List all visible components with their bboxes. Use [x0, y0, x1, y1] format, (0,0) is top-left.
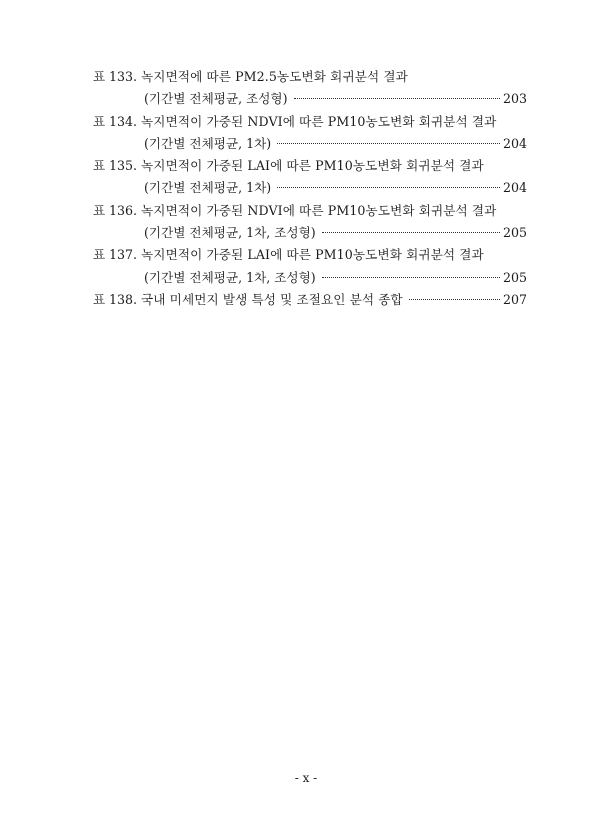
dot-leader	[277, 143, 500, 144]
toc-entry-title-line	[93, 155, 527, 177]
toc-entry-subtitle: (기간별 전체평균, 1차, 조성형)	[144, 225, 316, 241]
toc-entry-title-line	[93, 111, 527, 133]
toc-entry[interactable]	[93, 289, 527, 311]
toc-entry-number: 134.	[109, 113, 138, 129]
toc-entry-title: 녹지면적이 가중된 LAI에 따른 PM10농도변화 회귀분석 결과	[141, 247, 484, 263]
toc-entry-title: 국내 미세먼지 발생 특성 및 조절요인 분석 종합	[141, 291, 403, 307]
toc-entry-number: 138.	[109, 291, 138, 307]
page-number-footer: - x -	[294, 771, 318, 785]
toc-entry-title: 녹지면적이 가중된 NDVI에 따른 PM10농도변화 회귀분석 결과	[141, 113, 497, 129]
dot-leader	[294, 98, 500, 99]
toc-entry-title: 녹지면적이 가중된 NDVI에 따른 PM10농도변화 회귀분석 결과	[141, 202, 497, 218]
toc-entry-subtitle-line	[93, 177, 527, 199]
toc-entry-page: 205	[502, 225, 527, 241]
toc-entry-title: 녹지면적에 따른 PM2.5농도변화 회귀분석 결과	[141, 69, 408, 84]
dot-leader	[322, 232, 500, 233]
toc-entry-subtitle: (기간별 전체평균, 1차)	[144, 180, 272, 196]
toc-entry-prefix: 표	[93, 158, 106, 174]
toc-entry-page: 207	[502, 291, 527, 307]
toc-entry-subtitle: (기간별 전체평균, 1차, 조성형)	[144, 269, 316, 285]
toc-entry-title-line	[93, 66, 527, 88]
toc-entry[interactable]	[93, 111, 527, 156]
toc-entry-page: 204	[502, 135, 527, 151]
dot-leader	[322, 277, 500, 278]
toc-entry-title-line	[93, 244, 527, 266]
toc-entry-page: 203	[502, 91, 527, 107]
toc-entry-title-line	[93, 289, 527, 311]
toc-entry-subtitle-line	[93, 267, 527, 289]
toc-entry-number: 136.	[109, 202, 138, 218]
toc-entry-number: 137.	[109, 247, 138, 263]
toc-entry-subtitle-line	[93, 222, 527, 244]
toc-entry-prefix: 표	[93, 113, 106, 129]
toc-entry-prefix: 표	[93, 69, 106, 84]
toc-entry-subtitle: (기간별 전체평균, 1차)	[144, 135, 272, 151]
toc-entry-prefix: 표	[93, 247, 106, 263]
toc-entry-prefix: 표	[93, 291, 106, 307]
toc-entry-subtitle: (기간별 전체평균, 조성형)	[144, 91, 288, 107]
dot-leader	[409, 299, 500, 300]
table-of-contents	[93, 66, 527, 311]
toc-entry[interactable]	[93, 244, 527, 289]
toc-entry-title: 녹지면적이 가중된 LAI에 따른 PM10농도변화 회귀분석 결과	[141, 158, 484, 174]
toc-entry[interactable]	[93, 200, 527, 245]
toc-entry[interactable]	[93, 66, 527, 111]
toc-entry-prefix: 표	[93, 202, 106, 218]
toc-entry[interactable]	[93, 155, 527, 200]
toc-entry-page: 205	[502, 269, 527, 285]
toc-entry-page: 204	[502, 180, 527, 196]
toc-entry-subtitle-line	[93, 133, 527, 155]
toc-entry-number: 135.	[109, 158, 138, 174]
toc-entry-number: 133.	[109, 69, 138, 84]
toc-entry-title-line	[93, 200, 527, 222]
toc-entry-subtitle-line	[93, 88, 527, 110]
dot-leader	[277, 187, 500, 188]
